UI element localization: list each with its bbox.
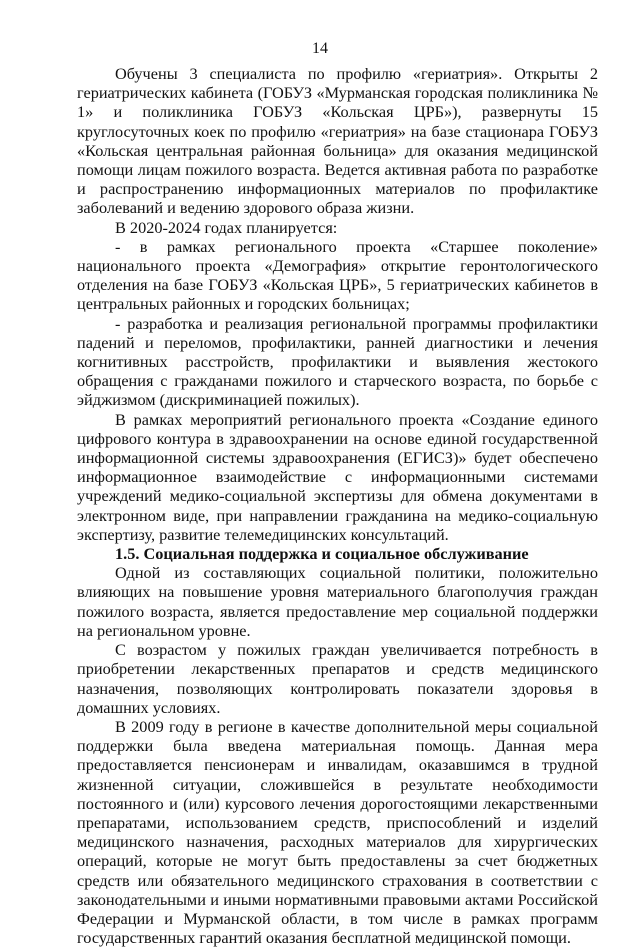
list-item: - разработка и реализация региональной программы профилактики падений и переломов, профилактики, ранней диагностики и лечения когнитивных расстройств, профилактики и выявления жестокого обращения с гражданами пожилого и старческого возраста, по борьбе с эйджизмом (дискриминацией пожилых). xyxy=(77,313,598,410)
page-number: 14 xyxy=(312,40,328,57)
section-heading: 1.5. Социальная поддержка и социальное обслуживание xyxy=(115,544,529,564)
paragraph: В рамках мероприятий регионального проекта «Создание единого цифрового контура в здравоохранении на основе единой государственной информационной системы здравоохранения (ЕГИСЗ)» будет обеспечено информационное взаимодействие с информационными системами учреждений медико-социальной экспертизы для обмена документами в электронном виде, при направлении гражданина на медико-социальную экспертизу, развитие телемедицинских консультаций. xyxy=(77,409,598,544)
paragraph: В 2009 году в регионе в качестве дополнительной меры социальной поддержки была введена материальная помощь. Данная мера предоставляется пенсионерам и инвалидам, оказавшимся в трудной жизненной ситуации, сложившейся в результате необходимости постоянного и (или) курсового лечения дорогостоящими лекарственными препаратами, использованием средств, приспособлений и изделий медицинского назначения, расходных материалов для хирургических операций, которые не могут быть предоставлены за счет бюджетных средств или обязательного медицинского страхования в соответствии с законодательными и иными нормативными правовыми актами Российской Федерации и Мурманской области, в том числе в рамках программ государственных гарантий оказания бесплатной медицинской помощи. xyxy=(77,716,598,947)
paragraph: Обучены 3 специалиста по профилю «гериатрия». Открыты 2 гериатрических кабинета (ГОБУЗ «Мурманская городская поликлиника № 1» и поликлиника ГОБУЗ «Кольская ЦРБ»), развернуты 15 круглосуточных коек по профилю «гериатрия» на базе стационара ГОБУЗ «Кольская центральная районная больница» для оказания медицинской помощи лицам пожилого возраста. Ведется активная работа по разработке и распространению информационных материалов по профилактике заболеваний и ведению здорового образа жизни. xyxy=(77,64,598,218)
document-body xyxy=(77,64,598,947)
paragraph: Одной из составляющих социальной политики, положительно влияющих на повышение уровня материального благополучия граждан пожилого возраста, является предоставление мер социальной поддержки на региональном уровне. xyxy=(77,563,598,640)
list-item: - в рамках регионального проекта «Старшее поколение» национального проекта «Демография» открытие геронтологического отделения на базе ГОБУЗ «Кольская ЦРБ», 5 гериатрических кабинетов в центральных районных и городских больницах; xyxy=(77,236,598,314)
paragraph: В 2020-2024 годах планируется: xyxy=(115,217,338,237)
paragraph: С возрастом у пожилых граждан увеличивается потребность в приобретении лекарственных препаратов и средств медицинского назначения, позволяющих контролировать показатели здоровья в домашних условиях. xyxy=(77,640,598,717)
